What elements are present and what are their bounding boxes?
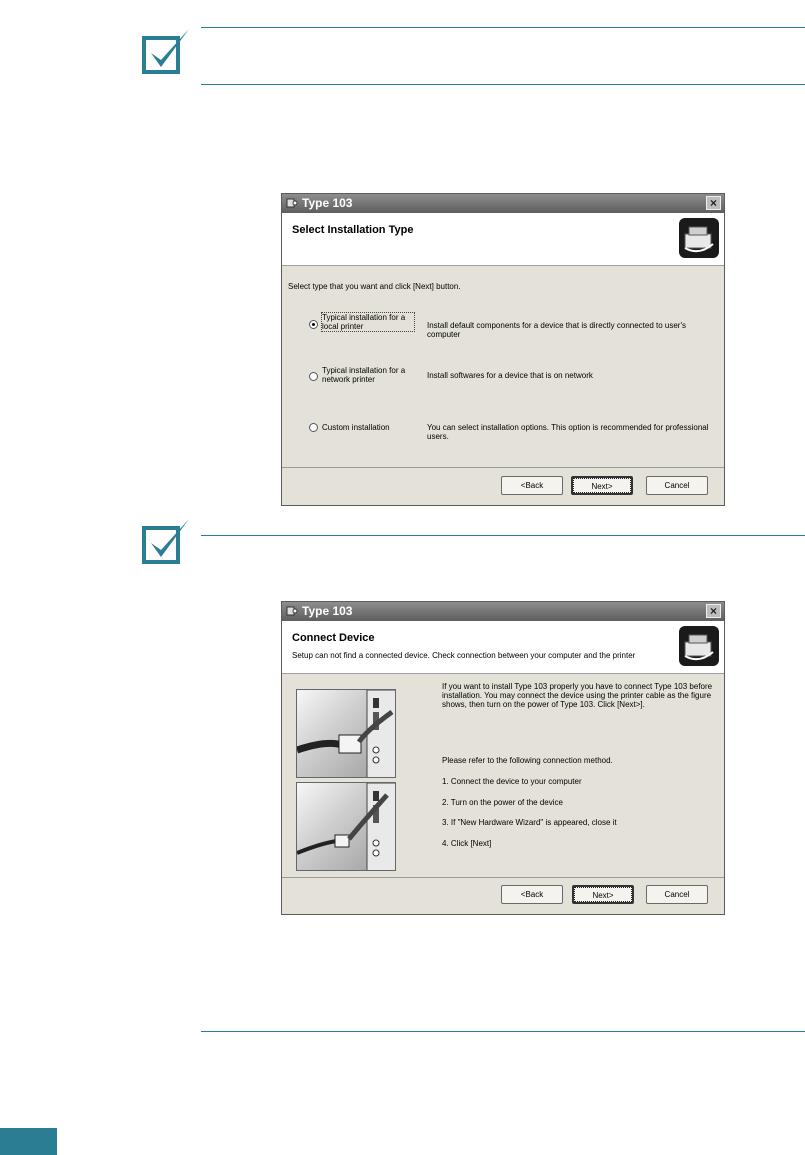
header-title: Select Installation Type	[292, 224, 414, 236]
connect-refer-text: Please refer to the following connection method.	[442, 756, 613, 765]
dialog-titlebar	[282, 602, 724, 621]
cancel-button[interactable]: Cancel	[646, 476, 708, 495]
back-button[interactable]: <Back	[501, 885, 563, 904]
dialog-title: Type 103	[302, 604, 353, 618]
dialog-header	[282, 213, 724, 266]
page-tab-marker	[0, 1128, 57, 1155]
next-button[interactable]: Next>	[572, 885, 634, 904]
connect-device-dialog	[281, 601, 725, 915]
radio-custom[interactable]	[309, 423, 318, 432]
connection-photo-parallel	[296, 689, 396, 778]
close-icon: ×	[709, 604, 717, 618]
footer-divider	[282, 467, 724, 468]
option-desc-custom: You can select installation options. This option is recommended for professional users.	[427, 423, 709, 441]
close-button[interactable]	[706, 604, 721, 618]
setup-app-icon	[286, 605, 298, 617]
connect-step: 4. Click [Next]	[442, 839, 492, 848]
back-button[interactable]: <Back	[501, 476, 563, 495]
close-button[interactable]	[706, 196, 721, 210]
connection-photo-usb	[296, 782, 396, 871]
note-rule-bottom	[201, 1031, 805, 1032]
option-label-typical-network[interactable]: Typical installation for a network printer	[322, 366, 406, 384]
dialog-titlebar	[282, 194, 724, 213]
option-desc-typical-network: Install softwares for a device that is on network	[427, 371, 593, 380]
connect-step: 2. Turn on the power of the device	[442, 798, 563, 807]
option-label-typical-local[interactable]: Typical installation for a local printer	[322, 313, 414, 331]
dialog-header	[282, 621, 724, 674]
connect-step: 1. Connect the device to your computer	[442, 777, 582, 786]
note-checkmark-icon	[141, 517, 195, 571]
cancel-button[interactable]: Cancel	[646, 885, 708, 904]
printer-icon	[679, 626, 719, 666]
option-desc-typical-local: Install default components for a device that is directly connected to user's computer	[427, 321, 686, 339]
printer-icon	[679, 218, 719, 258]
note-rule-top	[201, 27, 805, 28]
radio-typical-network[interactable]	[309, 372, 318, 381]
connect-step: 3. If "New Hardware Wizard" is appeared, close it	[442, 818, 617, 827]
dialog-title: Type 103	[302, 196, 353, 210]
note-rule-bottom	[201, 84, 805, 85]
next-button[interactable]: Next>	[571, 476, 633, 495]
header-subtitle: Setup can not find a connected device. Check connection between your computer and the printer	[292, 651, 636, 660]
install-prompt: Select type that you want and click [Next] button.	[288, 282, 461, 291]
header-title: Connect Device	[292, 632, 375, 644]
select-installation-dialog	[281, 193, 725, 506]
connect-instructions: If you want to install Type 103 properly you have to connect Type 103 before installation. You may connect the device using the printer cable as the figure shows, then turn on the power of Type 103. Click [Next>].	[442, 682, 713, 709]
setup-app-icon	[286, 197, 298, 209]
note-rule-top	[201, 535, 805, 536]
close-icon: ×	[709, 196, 717, 210]
option-label-custom[interactable]: Custom installation	[322, 423, 390, 432]
note-checkmark-icon	[141, 27, 195, 81]
footer-divider	[282, 877, 724, 878]
radio-typical-local[interactable]	[309, 320, 318, 329]
